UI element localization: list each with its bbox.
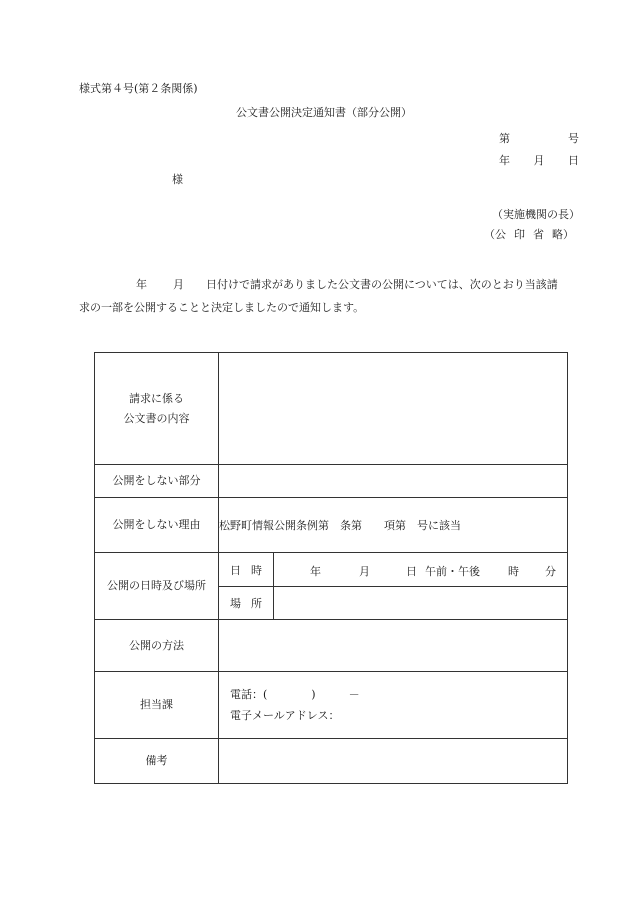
place-row: [219, 587, 567, 619]
seal-note-part: 印: [514, 228, 525, 241]
dt-year: 年: [310, 565, 321, 578]
dt-hour: 時: [508, 565, 519, 578]
disclosure-datetime-place-field: [219, 553, 568, 620]
datetime-field[interactable]: [274, 553, 567, 586]
seal-note: [484, 226, 574, 242]
remarks-label: 備考: [95, 739, 219, 784]
email-line[interactable]: 電子メールアドレス：: [230, 709, 340, 722]
seal-note-part: 略）: [552, 228, 574, 241]
issue-date: [499, 152, 579, 168]
phone-line[interactable]: 電話：( ) －: [230, 688, 360, 701]
table-row: [95, 739, 568, 784]
table-row: [95, 498, 568, 553]
dt-minute: 分: [545, 565, 556, 578]
place-char: 所: [251, 597, 262, 610]
undisclosed-reason-label: 公開をしない理由: [95, 498, 219, 553]
table-row: [95, 553, 568, 620]
body-line-2: 求の一部を公開することと決定しましたので通知します。: [79, 301, 365, 314]
seal-note-part: （公: [484, 228, 506, 241]
undisclosed-part-field[interactable]: [219, 465, 568, 498]
datetime-sub-label: [219, 553, 274, 586]
date-month: 月: [533, 154, 545, 167]
issuer: （実施機関の長）: [492, 208, 580, 221]
label-line: 請求に係る: [129, 391, 184, 405]
undisclosed-part-label: 公開をしない部分: [95, 465, 219, 498]
doc-number-prefix: 第: [499, 132, 510, 145]
document-title: 公文書公開決定通知書（部分公開）: [236, 106, 412, 119]
department-label: 担当課: [95, 672, 219, 739]
datetime-char: 日: [230, 563, 241, 577]
label-line: 公文書の内容: [123, 411, 190, 425]
department-field: [219, 672, 568, 739]
body-month: 月: [173, 278, 184, 291]
date-day: 日: [568, 154, 579, 167]
body-text: 日付けで請求がありました公文書の公開については、次のとおり当該請: [206, 278, 558, 291]
disclosure-method-label: 公開の方法: [95, 620, 219, 672]
date-year: 年: [499, 154, 510, 167]
disclosure-method-field[interactable]: [219, 620, 568, 672]
disclosure-table: [94, 352, 568, 784]
place-char: 場: [230, 597, 241, 610]
dt-ampm: 午前・午後: [425, 565, 480, 578]
form-number: 様式第４号(第２条関係): [79, 82, 198, 95]
table-row: [95, 353, 568, 465]
remarks-field[interactable]: [219, 739, 568, 784]
place-field[interactable]: [274, 587, 567, 619]
table-row: [95, 620, 568, 672]
table-row: [95, 672, 568, 739]
dt-month: 月: [359, 565, 370, 578]
doc-number: [499, 130, 579, 146]
table-row: [95, 465, 568, 498]
datetime-char: 時: [251, 563, 262, 577]
disclosure-datetime-place-label: 公開の日時及び場所: [95, 553, 219, 620]
place-sub-label: [219, 587, 274, 619]
request-content-label: [95, 353, 219, 465]
dt-day: 日: [406, 565, 417, 578]
undisclosed-reason-field[interactable]: 松野町情報公開条例第 条第 項第 号に該当: [219, 498, 568, 553]
doc-number-suffix: 号: [568, 132, 579, 145]
addressee-suffix: 様: [172, 173, 183, 186]
request-content-field[interactable]: [219, 353, 568, 465]
seal-note-part: 省: [533, 228, 544, 241]
datetime-row: [219, 553, 567, 587]
body-year: 年: [136, 278, 147, 291]
